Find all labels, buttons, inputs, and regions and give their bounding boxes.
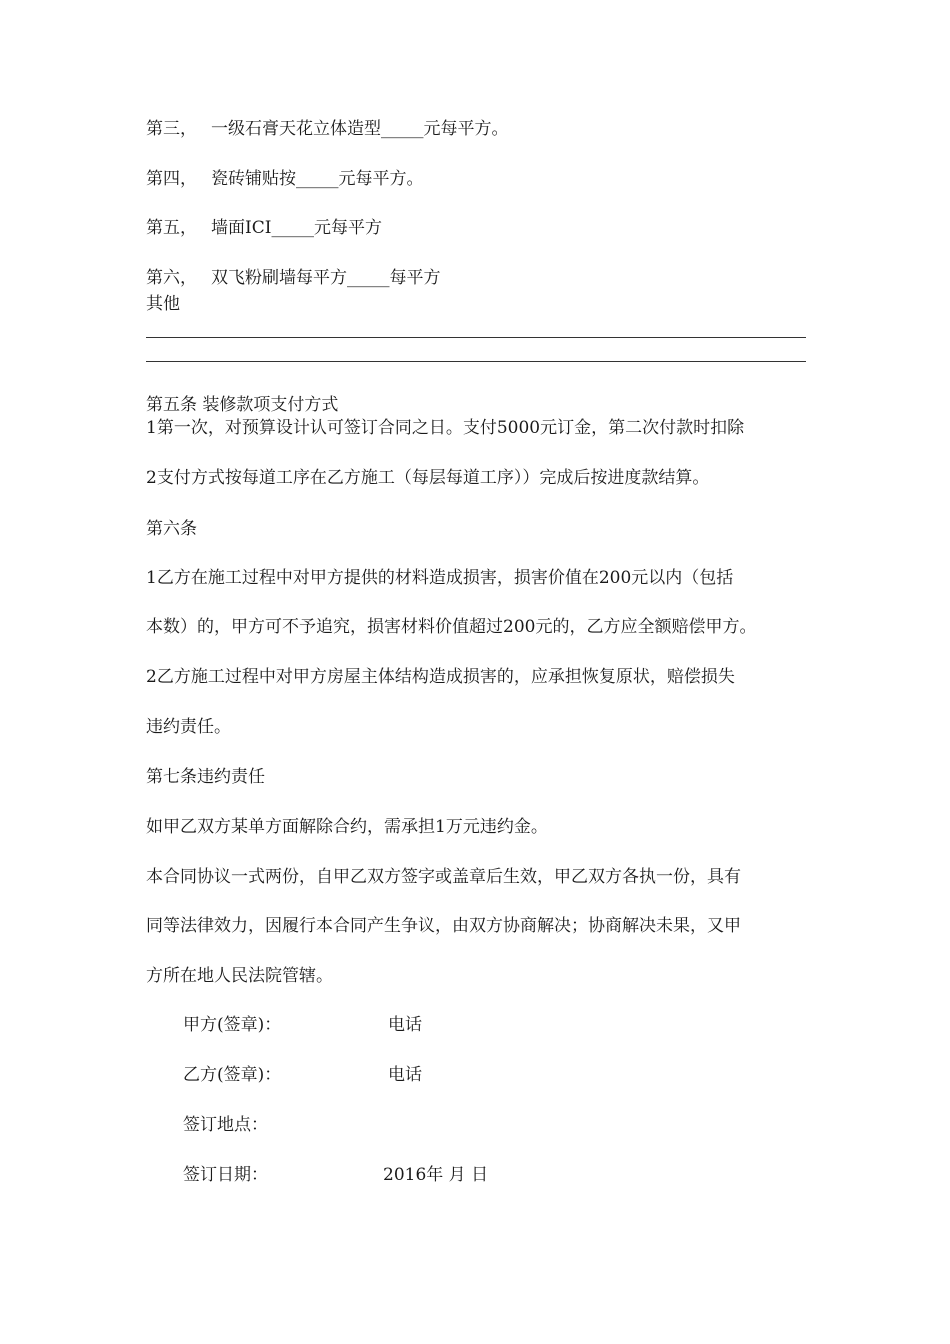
item-text: 一级石膏天花立体造型_____元每平方。 — [211, 119, 509, 139]
party-b-phone-label: 电话 — [388, 1065, 422, 1085]
signing-place-label: 签订地点： — [183, 1115, 268, 1135]
signing-date-label: 签订日期： — [183, 1165, 268, 1185]
pricing-item-3 — [146, 118, 509, 140]
signing-date-value: 2016年 月 日 — [383, 1165, 489, 1185]
item-number: 第六， — [146, 268, 197, 288]
party-a-signature-label: 甲方(签章)： — [183, 1015, 282, 1035]
article6-para1-line1: 1乙方在施工过程中对甲方提供的材料造成损害，损害价值在200元以内（包括 — [146, 568, 734, 588]
article7-para2-line2: 同等法律效力，因履行本合同产生争议，由双方协商解决；协商解决未果，又甲 — [146, 916, 741, 936]
item-text: 双飞粉刷墙每平方_____每平方 — [211, 268, 441, 288]
pricing-item-6 — [146, 267, 441, 289]
article6-title: 第六条 — [146, 519, 197, 539]
pricing-item-5 — [146, 217, 382, 239]
blank-line-1 — [146, 337, 806, 338]
article5-title: 第五条 装修款项支付方式 — [146, 395, 339, 415]
item-text: 瓷砖铺贴按_____元每平方。 — [211, 169, 424, 189]
party-b-signature-label: 乙方(签章)： — [183, 1065, 282, 1085]
article6-para2-line2: 违约责任。 — [146, 717, 231, 737]
article7-para2-line1: 本合同协议一式两份，自甲乙双方签字或盖章后生效，甲乙双方各执一份，具有 — [146, 867, 741, 887]
article5-para2: 2支付方式按每道工序在乙方施工（每层每道工序））完成后按进度款结算。 — [146, 468, 710, 488]
article7-para2-line3: 方所在地人民法院管辖。 — [146, 966, 333, 986]
article6-para1-line2: 本数）的，甲方可不予追究，损害材料价值超过200元的，乙方应全额赔偿甲方。 — [146, 617, 757, 637]
article6-para2-line1: 2乙方施工过程中对甲方房屋主体结构造成损害的，应承担恢复原状，赔偿损失 — [146, 667, 735, 687]
pricing-item-4 — [146, 168, 424, 190]
item-number: 第四， — [146, 169, 197, 189]
blank-line-2 — [146, 361, 806, 362]
item-text: 墙面ICI_____元每平方 — [211, 218, 382, 238]
party-a-phone-label: 电话 — [388, 1015, 422, 1035]
item-number: 第三， — [146, 119, 197, 139]
item-number: 第五， — [146, 218, 197, 238]
article7-para1: 如甲乙双方某单方面解除合约，需承担1万元违约金。 — [146, 817, 548, 837]
article7-title: 第七条违约责任 — [146, 767, 265, 787]
other-label: 其他 — [146, 294, 180, 314]
article5-para1: 1第一次，对预算设计认可签订合同之日。支付5000元订金，第二次付款时扣除 — [146, 418, 745, 438]
